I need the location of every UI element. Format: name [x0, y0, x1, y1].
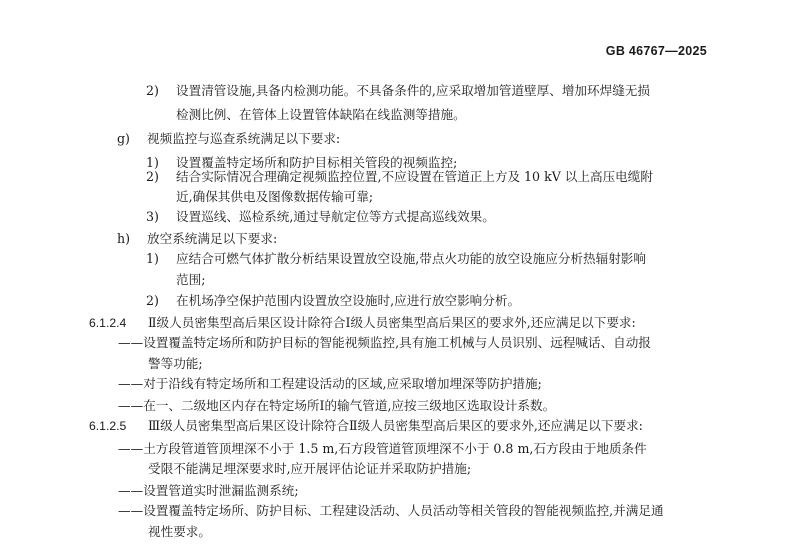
item-text: 在机场净空保护范围内设置放空设施时,应进行放空影响分析。 [176, 293, 521, 308]
standard-code: GB 46767—2025 [605, 44, 707, 58]
dash-item: ——在一、二级地区内存在特定场所Ⅰ的输气管道,应按三级地区选取设计系数。 [118, 398, 556, 413]
dash-item-continuation: 受限不能满足埋深要求时,应开展评估论证并采取防护措施; [148, 461, 472, 476]
item-letter: g) [117, 131, 130, 146]
item-text-continuation: 检测比例、在管体上设置管体缺陷在线监测等措施。 [176, 107, 466, 122]
item-number: 3) [146, 209, 159, 224]
dash-item: ——对于沿线有特定场所和工程建设活动的区域,应采取增加埋深等防护措施; [118, 376, 542, 391]
section-number: 6.1.2.5 [89, 419, 127, 433]
list-item [146, 247, 646, 271]
item-text: 应结合可燃气体扩散分析结果设置放空设施,带点火功能的放空设施应分析热辐射影响 [176, 251, 646, 266]
item-number: 2) [146, 293, 159, 308]
item-text: 设置清管设施,具备内检测功能。不具备条件的,应采取增加管道壁厚、增加环焊缝无损 [176, 83, 650, 98]
section-text: Ⅲ级人员密集型高后果区设计除符合Ⅱ级人员密集型高后果区的要求外,还应满足以下要求: [148, 418, 643, 433]
item-text-continuation: 近,确保其供电及图像数据传输可靠; [176, 189, 374, 204]
list-item [117, 127, 340, 151]
section-clause [89, 414, 643, 438]
item-text: 视频监控与巡查系统满足以下要求: [147, 131, 341, 146]
item-number: 2) [146, 83, 159, 98]
dash-item-continuation: 警等功能; [148, 356, 203, 371]
dash-item: ——设置覆盖特定场所、防护目标、工程建设活动、人员活动等相关管段的智能视频监控,并满足通 [118, 503, 664, 518]
list-item [146, 289, 520, 313]
dash-item: ——设置管道实时泄漏监测系统; [118, 483, 299, 498]
item-text: 放空系统满足以下要求: [147, 231, 278, 246]
list-item [146, 205, 495, 229]
item-text: 设置巡线、巡检系统,通过导航定位等方式提高巡线效果。 [176, 209, 495, 224]
item-number: 1) [146, 155, 159, 170]
dash-item: ——土方段管道管顶埋深不小于 1.5 m,石方段管道管顶埋深不小于 0.8 m,石方段由于地质条件 [118, 441, 647, 456]
item-letter: h) [117, 231, 131, 246]
list-item [146, 79, 650, 103]
dash-item: ——设置覆盖特定场所和防护目标的智能视频监控,具有施工机械与人员识别、远程喊话、自动报 [118, 335, 651, 350]
section-number: 6.1.2.4 [89, 316, 127, 330]
dash-item-continuation: 视性要求。 [148, 524, 211, 539]
item-number: 1) [146, 251, 159, 266]
item-text: 设置覆盖特定场所和防护目标相关管段的视频监控; [176, 155, 458, 170]
item-text: 结合实际情况合理确定视频监控位置,不应设置在管道正上方及 10 kV 以上高压电缆附 [176, 169, 653, 184]
section-text: Ⅱ级人员密集型高后果区设计除符合Ⅰ级人员密集型高后果区的要求外,还应满足以下要求: [148, 315, 636, 330]
item-number: 2) [146, 169, 159, 184]
item-text-continuation: 范围; [176, 272, 206, 287]
